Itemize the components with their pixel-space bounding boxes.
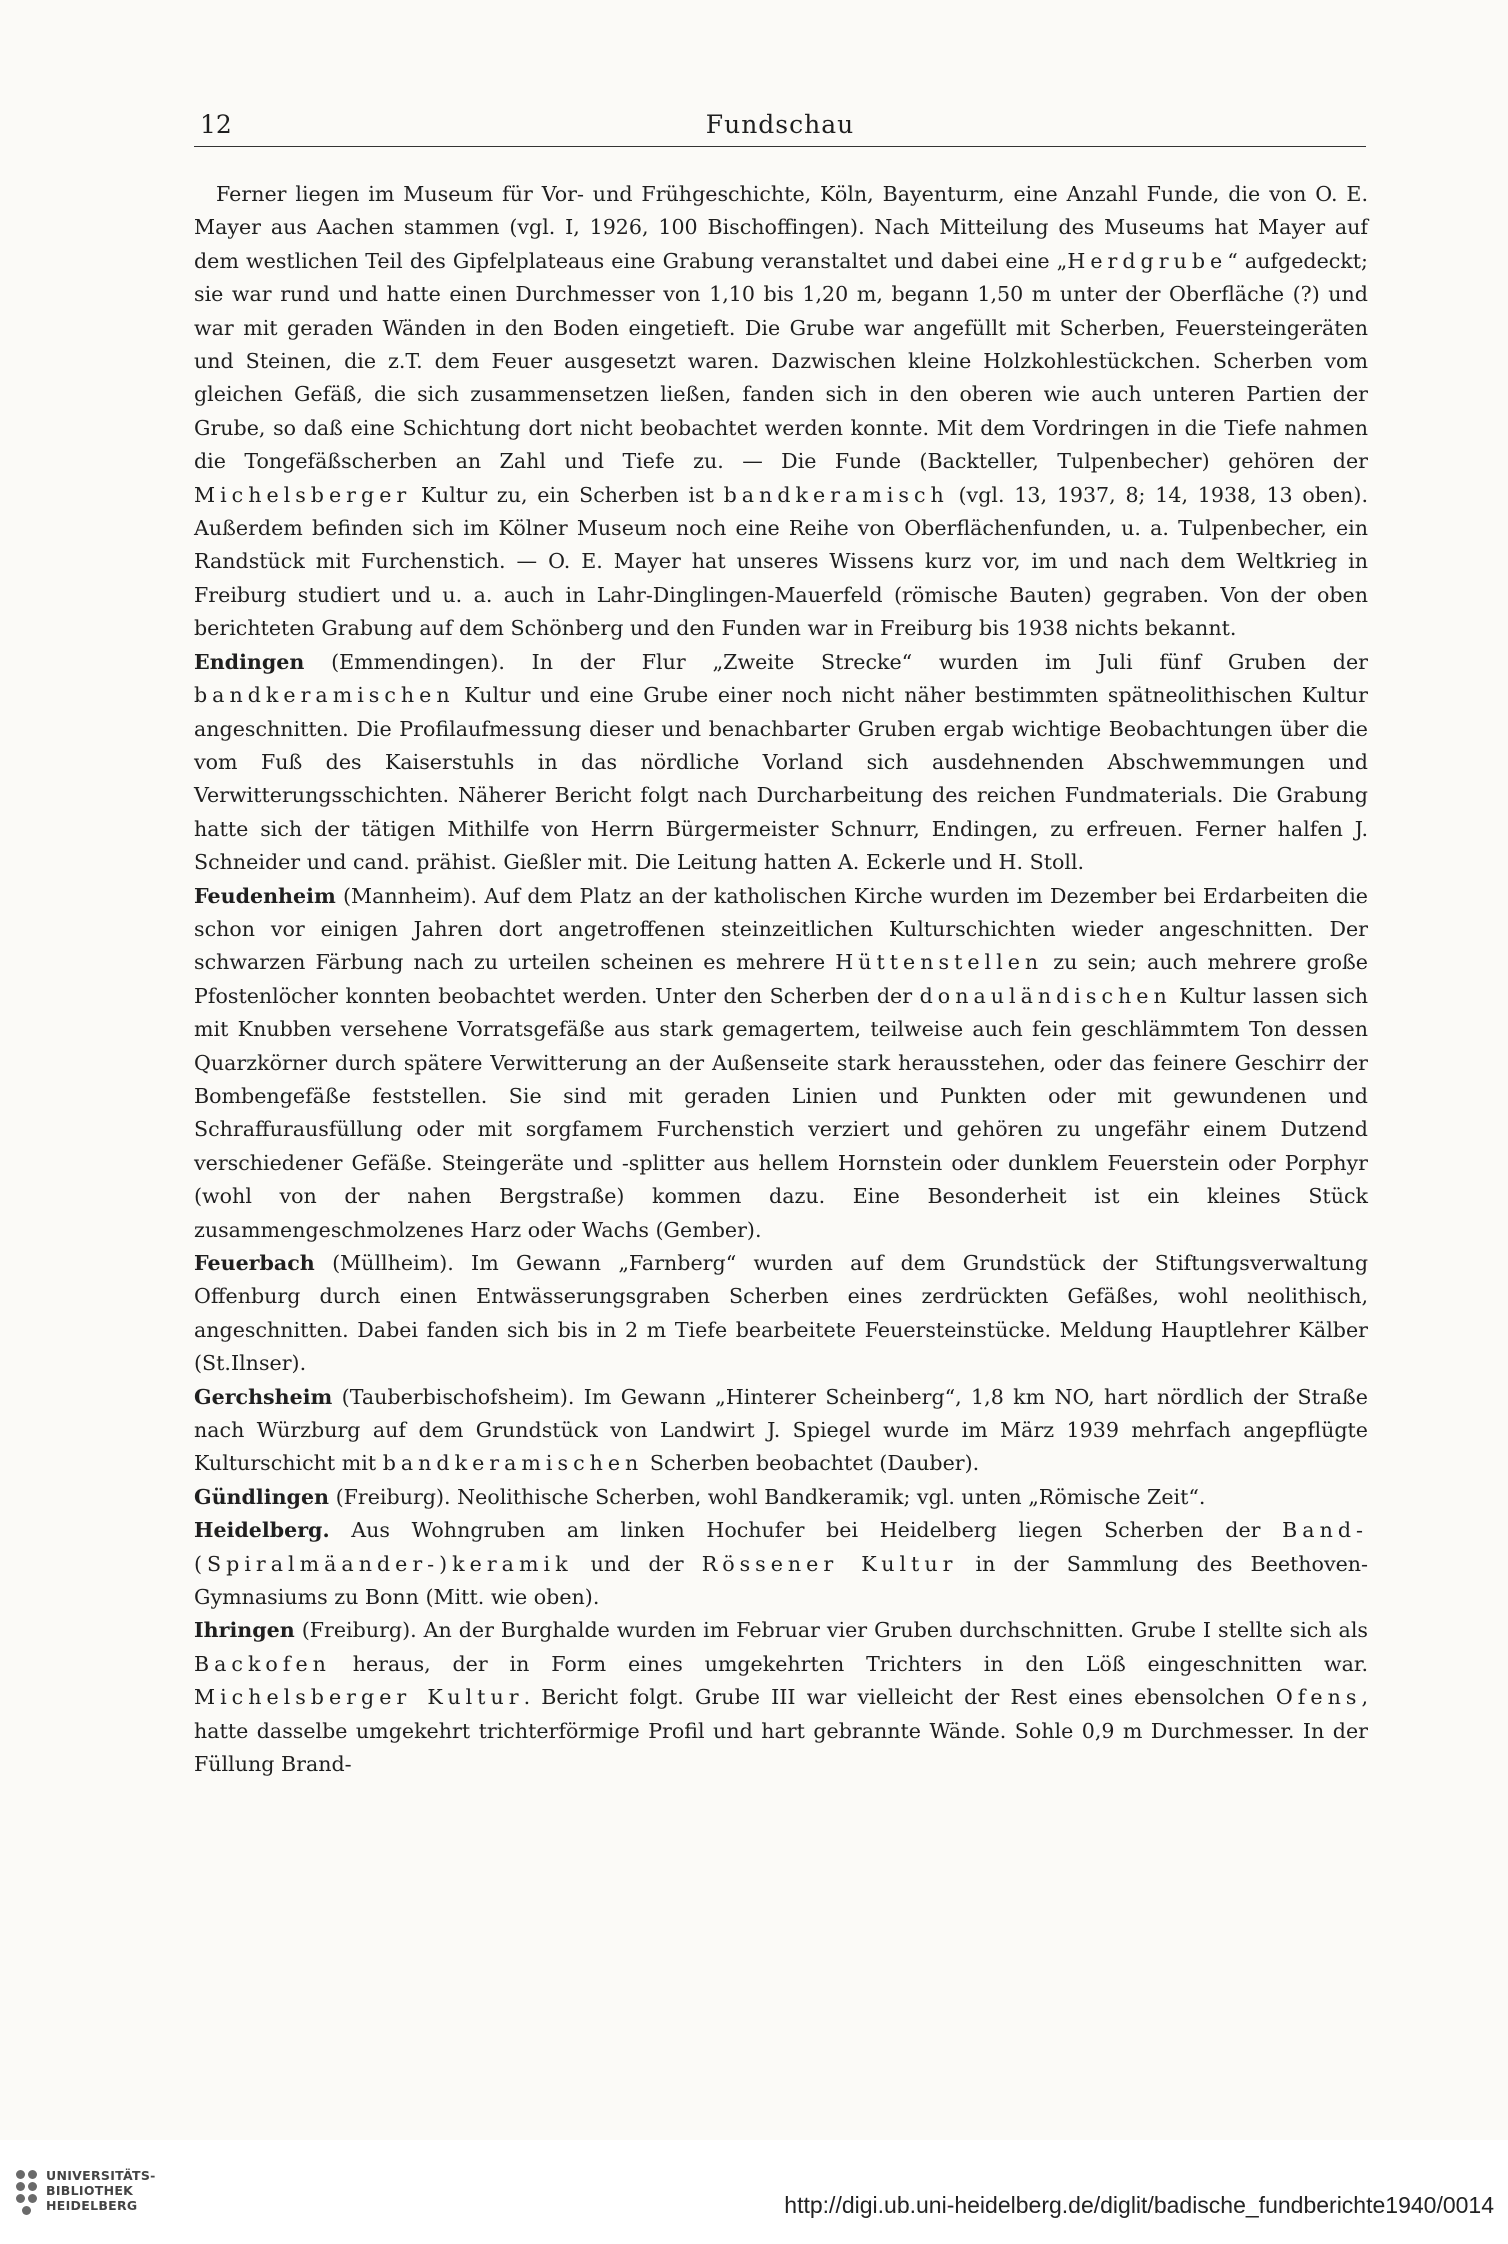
paragraph-gerchsheim	[194, 1381, 1368, 1481]
paragraph-feuerbach	[194, 1247, 1368, 1381]
text-run: (Müllheim). Im Gewann „Farnberg“ wurden auf dem Grundstück der Stiftungsverwaltung Offenburg durch einen Entwässerungsgraben Scherben eines zerdrückten Gefäßes, wohl neolithisch, angeschnitten. Dabei fanden sich bis in 2 m Tiefe bearbeitete Feuersteinstücke. Meldung Hauptlehrer Kälber (St.Ilnser).	[194, 1251, 1368, 1376]
spaced-emphasis: Hüttenstellen	[835, 950, 1044, 975]
paragraph-heidelberg	[194, 1514, 1368, 1614]
paragraph-feudenheim	[194, 880, 1368, 1247]
spaced-emphasis: Michelsberger Kultur	[194, 1685, 524, 1710]
spaced-emphasis: Backofen	[194, 1651, 331, 1676]
text-run: Kultur und eine Grube einer noch nicht näher bestimmten spätneolithischen Kultur angeschnitten. Die Profilaufmessung dieser und benachbarter Gruben ergab wichtige Beobachtungen über die vom Fuß des Kaiserstuhls in das nördliche Vorland sich ausdehnenden Abschwemmungen und Verwitterungsschichten. Näherer Bericht folgt nach Durcharbeitung des reichen Fundmaterials. Die Grabung hatte sich der tätigen Mithilfe von Herrn Bürgermeister Schnurr, Endingen, zu erfreuen. Ferner halfen J. Schneider und cand. prähist. Gießler mit. Die Leitung hatten A. Eckerle und H. Stoll.	[194, 683, 1368, 875]
text-run: (vgl. 13, 1937, 8; 14, 1938, 13 oben). Außerdem befinden sich im Kölner Museum noch eine Reihe von Oberflächenfunden, u. a. Tulpenbecher, ein Randstück mit Furchenstich. — O. E. Mayer hat unseres Wissens kurz vor, im und nach dem Weltkrieg in Freiburg studiert und u. a. auch in Lahr-Dinglingen-Mauerfeld (römische Bauten) gegraben. Von der oben berichteten Grabung auf dem Schönberg und den Funden war in Freiburg bis 1938 nichts bekannt.	[194, 482, 1369, 641]
footer-bar	[0, 2140, 1508, 2244]
spaced-emphasis: Ofens	[1275, 1685, 1362, 1710]
text-run: (Freiburg). An der Burghalde wurden im Februar vier Gruben durchschnitten. Grube I stellte sich als	[294, 1618, 1368, 1643]
logo-line: UNIVERSITÄTS-	[46, 2168, 156, 2183]
spaced-emphasis: donauländischen	[919, 983, 1172, 1008]
text-run: , hatte dasselbe umgekehrt trichterförmige Profil und hart gebrannte Wände. Sohle 0,9 m Durchmesser. In der Füllung Brand-	[194, 1685, 1368, 1777]
logo-line: HEIDELBERG	[46, 2198, 138, 2213]
paragraph-endingen	[194, 646, 1368, 880]
spaced-emphasis: Rössener Kultur	[701, 1551, 958, 1576]
text-run: . Bericht folgt. Grube III war vielleicht der Rest eines ebensolchen	[523, 1685, 1276, 1710]
text-run: und der	[572, 1551, 702, 1576]
running-title: Fundschau	[705, 110, 855, 139]
site-name: Feudenheim	[194, 883, 336, 908]
spaced-emphasis: bandkeramischen	[382, 1451, 644, 1476]
site-name: Gerchsheim	[194, 1384, 333, 1409]
spaced-emphasis: Band-(Spiralmäander-)keramik	[194, 1518, 1368, 1576]
text-run: in der Sammlung des Beethoven-Gymnasiums zu Bonn (Mitt. wie oben).	[194, 1551, 1368, 1610]
text-run: Scherben beobachtet (Dauber).	[643, 1451, 980, 1476]
university-library-logo	[16, 2164, 166, 2236]
text-run: Kultur zu, ein Scherben ist	[411, 482, 724, 507]
page-number: 12	[200, 110, 232, 139]
body-text	[194, 178, 1368, 1782]
logo-dots-icon	[16, 2170, 40, 2224]
paragraph-guendlingen	[194, 1481, 1368, 1514]
site-name: Endingen	[194, 649, 305, 674]
text-run: “ aufgedeckt; sie war rund und hatte einen Durchmesser von 1,10 bis 1,20 m, begann 1,50 m unter der Oberfläche (?) und war mit geraden Wänden in den Boden eingetieft. Die Grube war angefüllt mit Scherben, Feuersteingeräten und Steinen, die z.T. dem Feuer ausgesetzt waren. Dazwischen kleine Holzkohlestückchen. Scherben vom gleichen Gefäß, die sich zusammensetzen ließen, fanden sich in den oberen wie auch unteren Partien der Grube, so daß eine Schichtung dort nicht beobachtet werden konnte. Mit dem Vordringen in die Tiefe nahmen die Tongefäßscherben an Zahl und Tiefe zu. — Die Funde (Backteller, Tulpenbecher) gehören der	[194, 248, 1368, 474]
text-run: (Tauberbischofsheim). Im Gewann „Hinterer Scheinberg“, 1,8 km NO, hart nördlich der Straße nach Würzburg auf dem Grundstück von Landwirt J. Spiegel wurde im März 1939 mehrfach angepflügte Kulturschicht mit	[194, 1384, 1368, 1476]
spaced-emphasis: bandkeramisch	[723, 482, 949, 507]
paragraph-ihringen	[194, 1614, 1368, 1781]
spaced-emphasis: bandkeramischen	[194, 683, 455, 708]
site-name: Ihringen	[194, 1618, 295, 1643]
text-run: (Freiburg). Neolithische Scherben, wohl Bandkeramik; vgl. unten „Römische Zeit“.	[329, 1484, 1206, 1509]
text-run: Ferner liegen im Museum für Vor- und Frühgeschichte, Köln, Bayenturm, eine Anzahl Funde, die von O. E. Mayer aus Aachen stammen (vgl. I, 1926, 100 Bischoffingen). Nach Mitteilung des Museums hat Mayer auf dem westlichen Teil des Gipfelplateaus eine Grabung veranstaltet und dabei eine „	[194, 182, 1368, 273]
site-name: Heidelberg.	[194, 1518, 330, 1543]
site-name: Feuerbach	[194, 1251, 315, 1275]
text-run: heraus, der in Form eines umgekehrten Trichters in den Löß eingeschnitten war.	[330, 1651, 1368, 1676]
spaced-emphasis: Herdgrube	[1067, 248, 1228, 273]
text-run: (Emmendingen). In der Flur „Zweite Strecke“ wurden im Juli fünf Gruben der	[304, 649, 1368, 674]
logo-text	[46, 2168, 156, 2213]
site-name: Gündlingen	[194, 1484, 330, 1509]
text-run: Aus Wohngruben am linken Hochufer bei Heidelberg liegen Scherben der	[329, 1518, 1283, 1543]
page-header	[194, 106, 1366, 147]
spaced-emphasis: Michelsberger	[194, 482, 412, 507]
source-url-link[interactable]: http://digi.ub.uni-heidelberg.de/diglit/badische_fundberichte1940/0014	[784, 2192, 1494, 2218]
text-run: (Mannheim). Auf dem Platz an der katholischen Kirche wurden im Dezember bei Erdarbeiten die schon vor einigen Jahren dort angetroffenen steinzeitlichen Kulturschichten wieder angeschnitten. Der schwarzen Färbung nach zu urteilen scheinen es mehrere	[194, 883, 1368, 975]
text-run: zu sein; auch mehrere große Pfostenlöcher konnten beobachtet werden. Unter den Scherben der	[194, 950, 1368, 1008]
logo-line: BIBLIOTHEK	[46, 2183, 134, 2198]
text-run: Kultur lassen sich mit Knubben versehene Vorratsgefäße aus stark gemagertem, teilweise auch fein geschlämmtem Ton dessen Quarzkörner durch spätere Verwitterung an der Außenseite stark herausstehen, oder das feinere Geschirr der Bombengefäße feststellen. Sie sind mit geraden Linien und Punkten oder mit gewundenen und Schraffurausfüllung oder mit sorgfamem Furchenstich verziert und gehören zu ungefähr einem Dutzend verschiedener Gefäße. Steingeräte und -splitter aus hellem Hornstein oder dunklem Feuerstein oder Porphyr (wohl von der nahen Bergstraße) kommen dazu. Eine Besonderheit ist ein kleines Stück zusammengeschmolzenes Harz oder Wachs (Gember).	[194, 983, 1368, 1242]
paragraph-koeln	[194, 178, 1368, 646]
